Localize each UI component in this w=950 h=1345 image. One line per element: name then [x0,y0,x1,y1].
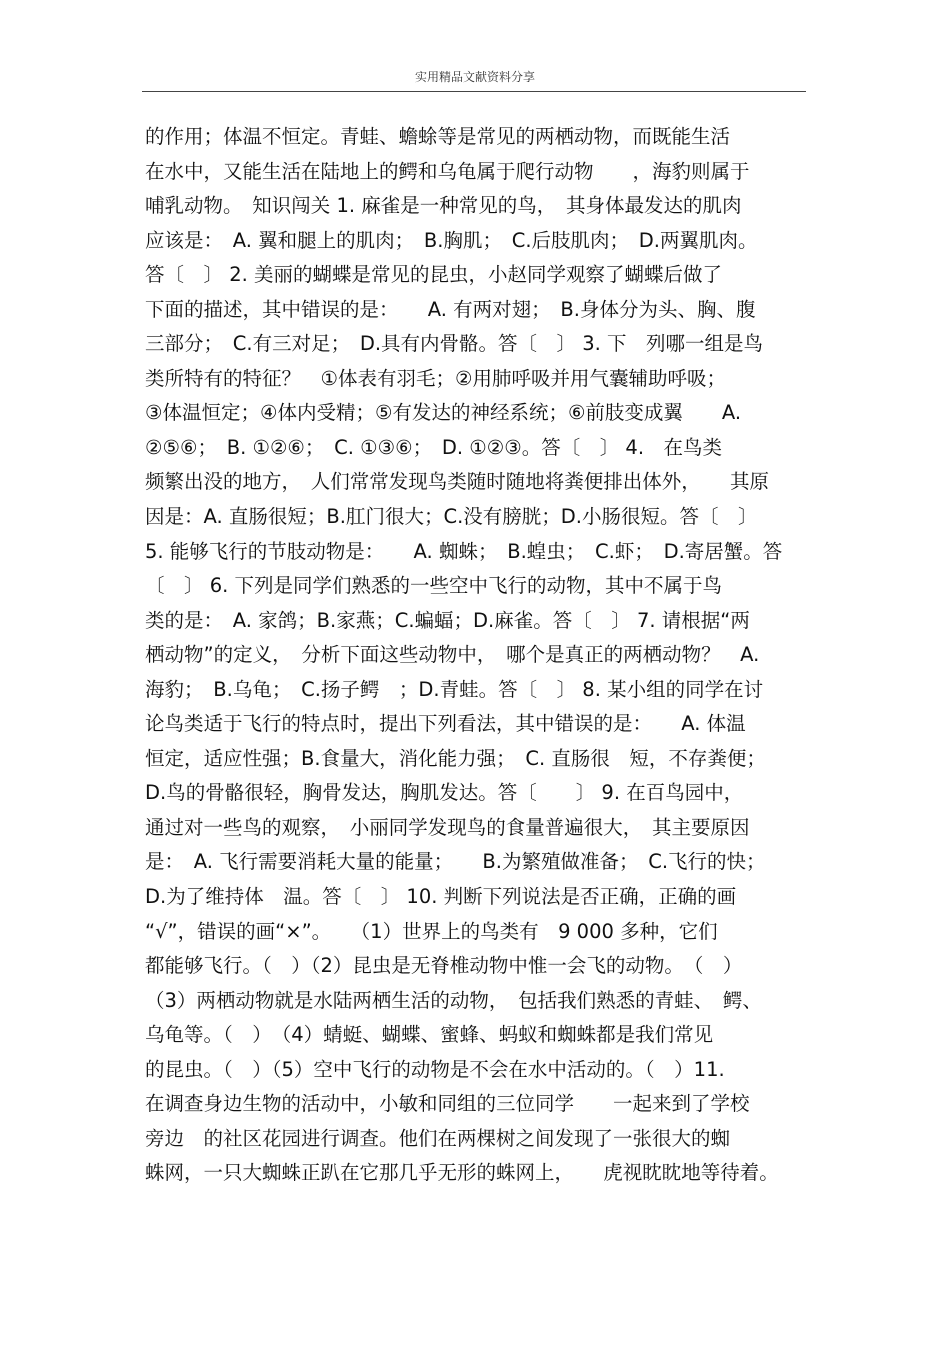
page-header: 实用精品文献资料分享 [414,70,535,84]
text-line: 答〔 〕 2. 美丽的蝴蝶是常见的昆虫，小赵同学观察了蝴蝶后做了 [145,263,723,287]
text-line: ③体温恒定；④体内受精；⑤有发达的神经系统；⑥前肢变成翼 A. [145,401,742,425]
text-line: “√”，错误的画“×”。 （1）世界上的鸟类有 9 000 多种，它们 [145,919,718,943]
text-line: 在水中，又能生活在陆地上的鳄和乌龟属于爬行动物 ，海豹则属于 [145,159,750,183]
text-line: 蛛网，一只大蜘蛛正趴在它那几乎无形的蛛网上， 虎视眈眈地等待着。 [145,1161,779,1185]
text-line: 类所特有的特征？ ①体表有羽毛；②用肺呼吸并用气囊辅助呼吸； [145,366,726,390]
text-line: 恒定，适应性强；B.食量大，消化能力强； C. 直肠很 短，不存粪便； [145,746,766,770]
text-line: 的作用；体温不恒定。青蛙、蟾蜍等是常见的两栖动物，而既能生活 [145,125,731,148]
text-line: 旁边 的社区花园进行调查。他们在两棵树之间发现了一张很大的蜘 [145,1126,731,1150]
text-line: 论鸟类适于飞行的特点时，提出下列看法，其中错误的是： A. 体温 [145,712,746,736]
text-line: 频繁出没的地方， 人们常常发现鸟类随时随地将粪便排出体外， 其原 [145,470,770,494]
text-line: （3）两栖动物就是水陆两栖生活的动物， 包括我们熟悉的青蛙、 鳄、 [145,988,762,1012]
text-line: 因是：A. 直肠很短；B.肛门很大；C.没有膀胱；D.小肠很短。答〔 〕 [145,505,758,529]
text-line: 类的是： A. 家鸽；B.家燕；C.蝙蝠；D.麻雀。答〔 〕 7. 请根据“两 [145,608,750,632]
text-line: 三部分； C.有三对足； D.具有内骨骼。答〔 〕 3. 下 列哪一组是鸟 [145,332,764,356]
text-line: D.为了维持体 温。答〔 〕 10. 判断下列说法是否正确，正确的画 [145,885,737,909]
text-line: 在调查身边生物的活动中，小敏和同组的三位同学 一起来到了学校 [145,1092,750,1116]
text-line: 〔 〕 6. 下列是同学们熟悉的一些空中飞行的动物，其中不属于鸟 [145,574,723,598]
text-line: ②⑤⑥； B. ①②⑥； C. ①③⑥； D. ①②③。答〔 〕 4. 在鸟类 [145,435,723,459]
text-line: D.鸟的骨骼很轻，胸骨发达，胸肌发达。答〔 〕 9. 在百鸟园中， [145,781,744,805]
text-line: 通过对一些鸟的观察， 小丽同学发现鸟的食量普遍很大， 其主要原因 [145,815,750,839]
text-line: 哺乳动物。 知识闯关 1. 麻雀是一种常见的鸟， 其身体最发达的肌肉 [145,194,742,218]
document-body [145,120,809,1191]
text-line: 乌龟等。（ ） （4）蜻蜓、蝴蝶、蜜蜂、蚂蚁和蜘蛛都是我们常见 [145,1023,714,1047]
text-line: 下面的描述，其中错误的是： A. 有两对翅； B.身体分为头、胸、腹 [145,297,756,321]
text-line: 5. 能够飞行的节肢动物是： A. 蜘蛛； B.蝗虫； C.虾； D.寄居蟹。答 [145,539,783,563]
text-line: 是： A. 飞行需要消耗大量的能量； B.为繁殖做准备； C.飞行的快； [145,850,766,874]
header-rule [142,91,806,92]
text-line: 栖动物”的定义， 分析下面这些动物中， 哪个是真正的两栖动物？ A. [145,643,760,667]
text-line: 应该是： A. 翼和腿上的肌肉； B.胸肌； C.后肢肌肉； D.两翼肌肉。 [145,228,758,252]
text-line: 都能够飞行。（ ）（2）昆虫是无脊椎动物中惟一会飞的动物。 （ ） [145,954,743,978]
text-line: 海豹； B.乌龟； C.扬子鳄 ；D.青蛙。答〔 〕 8. 某小组的同学在讨 [145,677,764,701]
text-line: 的昆虫。（ ）（5）空中飞行的动物是不会在水中活动的。（ ）11. [145,1057,725,1081]
